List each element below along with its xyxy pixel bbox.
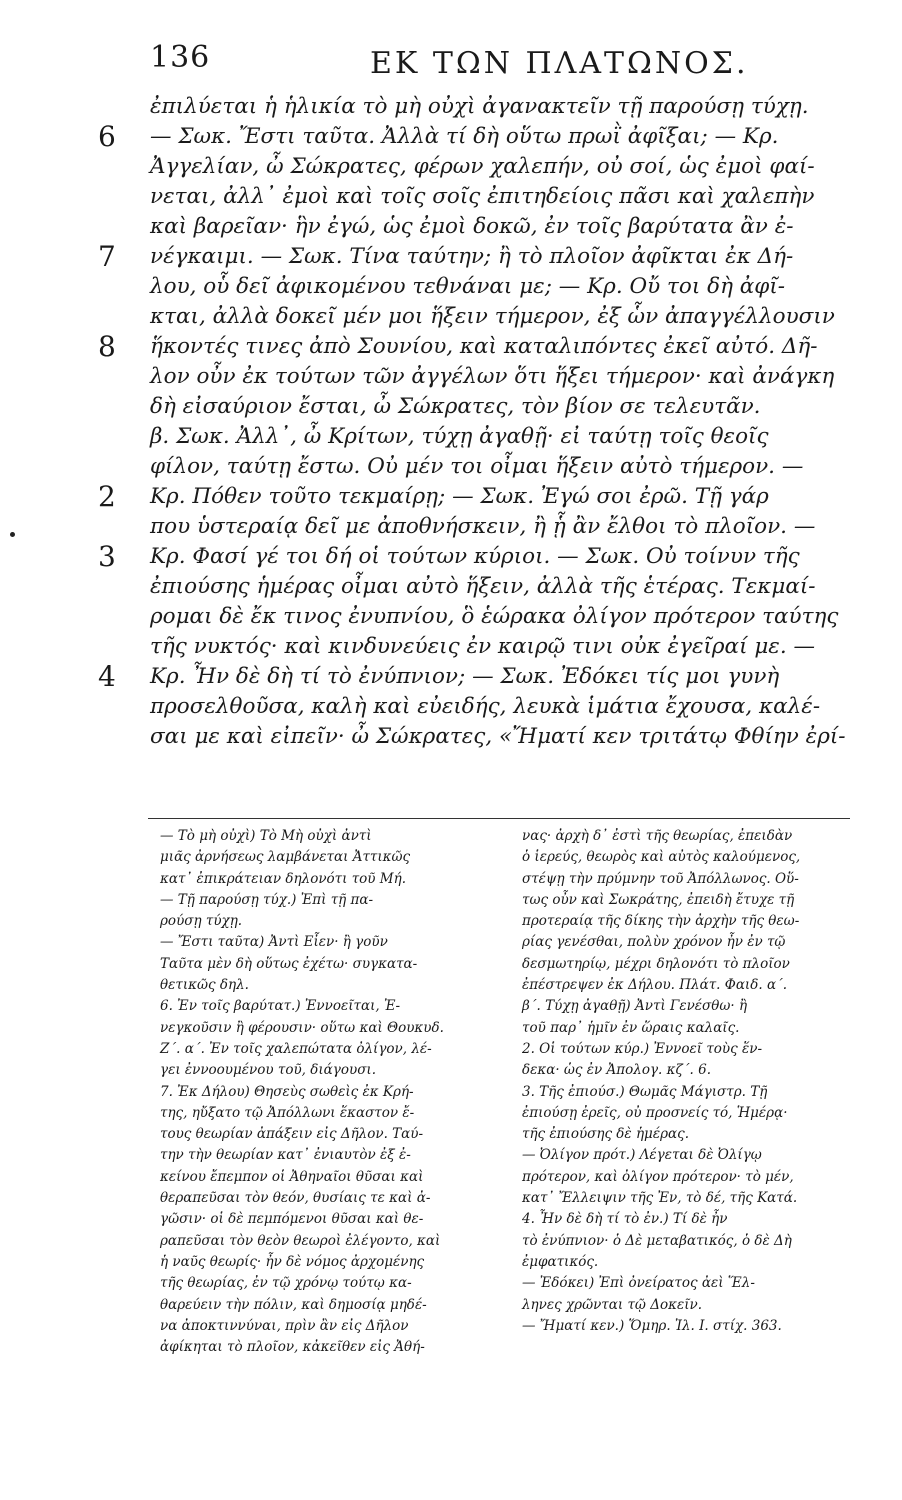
footnote-line: δεσμωτηρίῳ, μέχρι δηλονότι τὸ πλοῖον — [522, 955, 790, 972]
main-text — [98, 92, 850, 752]
section-number: 6 — [98, 120, 116, 153]
footnote-line: θεραπεῦσαι τὸν θεόν, θυσίαις τε καὶ ἀ- — [160, 1190, 431, 1207]
footnote-line: ρίας γενέσθαι, πολὺν χρόνον ἦν ἐν τῷ — [522, 934, 786, 951]
line-text: που ὑστεραίᾳ δεῖ με ἀποθνήσκειν, ἢ ᾗ ἂν ἔλθοι τὸ πλοῖον. — — [150, 514, 816, 539]
footnote-line: κατ᾽ ἐπικράτειαν δηλονότι τοῦ Μή. — [160, 870, 406, 887]
text-line — [150, 512, 850, 542]
text-line — [150, 272, 850, 302]
text-line — [150, 392, 850, 422]
line-text: ἐπιλύεται ἡ ἡλικία τὸ μὴ οὐχὶ ἀγανακτεῖν τῇ παρούσῃ τύχῃ. — [150, 94, 809, 119]
line-text: προσελθοῦσα, καλὴ καὶ εὐειδής, λευκὰ ἱμάτια ἔχουσα, καλέ- — [150, 694, 821, 719]
page-number: 136 — [150, 40, 211, 75]
text-line — [150, 452, 850, 482]
footnotes-right-column — [522, 826, 850, 1337]
footnote-line: — Ἔστι ταῦτα) Ἀντὶ Εἶεν· ἢ γοῦν — [160, 934, 388, 951]
line-text: νεται, ἀλλ᾽ ἐμοὶ καὶ τοῖς σοῖς ἐπιτηδείοις πᾶσι καὶ χαλεπὴν — [150, 184, 815, 209]
footnote-line: ἐπέστρεψεν ἐκ Δήλου. Πλάτ. Φαιδ. α΄. — [522, 977, 788, 994]
footnote-line: κείνου ἔπεμπον οἱ Ἀθηναῖοι θῦσαι καὶ — [160, 1168, 424, 1185]
footnote-line: Ζ΄. α΄. Ἐν τοῖς χαλεπώτατα ὀλίγον, λέ- — [160, 1040, 432, 1057]
section-number: 3 — [98, 540, 116, 573]
text-line — [150, 152, 850, 182]
line-text: τῆς νυκτός· καὶ κινδυνεύεις ἐν καιρῷ τινι οὐκ ἐγεῖραί με. — — [150, 634, 816, 659]
footnote-line: κατ᾽ Ἔλλειψιν τῆς Ἐν, τὸ δέ, τῆς Κατά. — [522, 1190, 798, 1207]
text-line — [98, 660, 850, 693]
text-line — [150, 632, 850, 662]
text-line — [150, 722, 850, 752]
footnote-line: 7. Ἐκ Δήλου) Θησεὺς σωθεὶς ἐκ Κρή- — [160, 1083, 414, 1100]
footnote-line: — Τῇ παρούσῃ τύχ.) Ἐπὶ τῇ πα- — [160, 891, 374, 908]
footnote-line: στέψῃ τὴν πρύμνην τοῦ Ἀπόλλωνος. Οὕ- — [522, 870, 799, 887]
line-text: Κρ. Πόθεν τοῦτο τεκμαίρῃ; — Σωκ. Ἐγώ σοι ἐρῶ. Τῇ γάρ — [150, 484, 769, 509]
text-line — [150, 302, 850, 332]
line-text: νέγκαιμι. — Σωκ. Τίνα ταύτην; ἢ τὸ πλοῖον ἀφῖκται ἐκ Δή- — [150, 244, 794, 269]
line-text: δὴ εἰσαύριον ἔσται, ὦ Σώκρατες, τὸν βίον σε τελευτᾶν. — [150, 394, 761, 419]
text-line — [150, 212, 850, 242]
line-text: ἐπιούσης ἡμέρας οἶμαι αὐτὸ ἥξειν, ἀλλὰ τῆς ἑτέρας. Τεκμαί- — [150, 574, 816, 599]
footnote-line: θαρεύειν τὴν πόλιν, καὶ δημοσίᾳ μηδέ- — [160, 1296, 427, 1313]
footnote-line: ληνες χρῶνται τῷ Δοκεῖν. — [522, 1296, 702, 1313]
section-number: 2 — [98, 480, 116, 513]
footnote-line: — Τὸ μὴ οὐχὶ) Τὸ Μὴ οὐχὶ ἀντὶ — [160, 828, 372, 844]
footnote-line: — Ὀλίγον πρότ.) Λέγεται δὲ Ὀλίγῳ — [522, 1147, 762, 1164]
footnote-line: τοῦ παρ᾽ ἡμῖν ἐν ὥραις καλαῖς. — [522, 1019, 740, 1036]
footnote-line: δεκα· ὡς ἐν Ἀπολογ. κζ΄. 6. — [522, 1062, 711, 1079]
line-text: λον οὖν ἐκ τούτων τῶν ἀγγέλων ὅτι ἥξει τήμερον· καὶ ἀνάγκη — [150, 364, 835, 389]
footnote-line: γῶσιν· οἱ δὲ πεμπόμενοι θῦσαι καὶ θε- — [160, 1211, 424, 1228]
text-line — [98, 540, 850, 573]
footnote-line: 3. Τῆς ἐπιούσ.) Θωμᾶς Μάγιστρ. Τῇ — [522, 1083, 768, 1100]
footnote-line: θετικῶς δηλ. — [160, 977, 249, 994]
footnote-line: της, ηὔξατο τῷ Ἀπόλλωνι ἕκαστον ἔ- — [160, 1104, 415, 1121]
footnote-line: 6. Ἐν τοῖς βαρύτατ.) Ἐννοεῖται, Ἐ- — [160, 998, 401, 1015]
line-text: καὶ βαρεῖαν· ἣν ἐγώ, ὡς ἐμοὶ δοκῶ, ἐν τοῖς βαρύτατα ἂν ἐ- — [150, 214, 794, 239]
text-line — [150, 92, 850, 122]
footnote-line: τὸ ἐνύπνιον· ὁ Δὲ μεταβατικός, ὁ δὲ Δὴ — [522, 1232, 792, 1249]
text-line — [98, 330, 850, 363]
text-line — [150, 572, 850, 602]
line-text: λου, οὗ δεῖ ἀφικομένου τεθνάναι με; — Κρ. Οὔ τοι δὴ ἀφῖ- — [150, 274, 786, 299]
text-line — [150, 182, 850, 212]
line-text: φίλον, ταύτῃ ἔστω. Οὐ μέν τοι οἶμαι ἥξειν αὐτὸ τήμερον. — — [150, 454, 804, 479]
margin-mark — [10, 532, 15, 537]
line-text: Κρ. Φασί γέ τοι δή οἱ τούτων κύριοι. — Σωκ. Οὐ τοίνυν τῆς — [150, 544, 800, 569]
footnote-line: νεγκοῦσιν ἢ φέρουσιν· οὕτω καὶ Θουκυδ. — [160, 1019, 444, 1036]
footnote-line: μιᾶς ἀρνήσεως λαμβάνεται Ἀττικῶς — [160, 849, 411, 866]
footnote-line: τους θεωρίαν ἀπάξειν εἰς Δῆλον. Ταύ- — [160, 1126, 424, 1143]
footnote-line: τῆς θεωρίας, ἐν τῷ χρόνῳ τούτῳ κα- — [160, 1275, 412, 1292]
line-text: κται, ἀλλὰ δοκεῖ μέν μοι ἥξειν τήμερον, ἐξ ὧν ἀπαγγέλλουσιν — [150, 304, 835, 329]
line-text: β. Σωκ. Ἀλλ᾽, ὦ Κρίτων, τύχῃ ἀγαθῇ· εἰ ταύτῃ τοῖς θεοῖς — [150, 424, 769, 449]
footnote-line: τῆς ἐπιούσης δὲ ἡμέρας. — [522, 1126, 689, 1143]
footnote-line: Ταῦτα μὲν δὴ οὕτως ἐχέτω· συγκατα- — [160, 955, 418, 972]
text-line — [150, 602, 850, 632]
section-number: 4 — [98, 660, 116, 693]
line-text: ἥκοντές τινες ἀπὸ Σουνίου, καὶ καταλιπόντες ἐκεῖ αὐτό. Δῆ- — [150, 334, 818, 359]
footnote-line: να ἀποκτιννύναι, πρὶν ἂν εἰς Δῆλον — [160, 1317, 409, 1334]
footnote-line: β΄. Τύχῃ ἀγαθῇ) Ἀντὶ Γενέσθω· ἢ — [522, 998, 748, 1015]
text-line — [150, 692, 850, 722]
line-text: Ἀγγελίαν, ὦ Σώκρατες, φέρων χαλεπήν, οὐ σοί, ὡς ἐμοὶ φαί- — [150, 154, 815, 179]
footnotes-left-column — [160, 826, 495, 1358]
footnote-line: ραπεῦσαι τὸν θεὸν θεωροὶ ἐλέγοντο, καὶ — [160, 1232, 441, 1249]
footnote-line: ἐπιούσῃ ἐρεῖς, οὐ προσνείς τό, Ἡμέρᾳ· — [522, 1104, 788, 1121]
footnote-line: ἐμφατικός. — [522, 1253, 599, 1270]
line-text: Κρ. Ἦν δὲ δὴ τί τὸ ἐνύπνιον; — Σωκ. Ἐδόκει τίς μοι γυνὴ — [150, 664, 780, 689]
footnote-line: — Ἐδόκει) Ἐπὶ ὀνείρατος ἀεὶ Ἕλ- — [522, 1275, 755, 1292]
footnote-line: ρούσῃ τύχῃ. — [160, 913, 243, 930]
text-line — [150, 422, 850, 452]
text-line — [98, 480, 850, 513]
footnote-line: την τὴν θεωρίαν κατ᾽ ἐνιαυτὸν ἐξ ἐ- — [160, 1147, 411, 1164]
text-line — [98, 120, 850, 153]
footnote-line: ἀφίκηται τὸ πλοῖον, κἀκεῖθεν εἰς Ἀθή- — [160, 1339, 425, 1356]
footnote-line: 2. Οἱ τούτων κύρ.) Ἐννοεῖ τοὺς ἕν- — [522, 1040, 763, 1057]
running-title: ΕΚ ΤΩΝ ΠΛΑΤΩΝΟΣ. — [370, 46, 749, 81]
line-text: — Σωκ. Ἔστι ταῦτα. Ἀλλὰ τί δὴ οὕτω πρωῒ ἀφῖξαι; — Κρ. — [150, 124, 779, 149]
section-number: 7 — [98, 240, 116, 273]
line-text: ρομαι δὲ ἔκ τινος ἐνυπνίου, ὃ ἑώρακα ὀλίγον πρότερον ταύτης — [150, 604, 839, 629]
footnote-line: τως οὖν καὶ Σωκράτης, ἐπειδὴ ἔτυχε τῇ — [522, 891, 795, 908]
footnote-line: γει ἐννοουμένου τοῦ, διάγουσι. — [160, 1062, 376, 1079]
page-header — [150, 40, 850, 90]
footnote-line: πρότερον, καὶ ὀλίγον πρότερον· τὸ μέν, — [522, 1168, 794, 1185]
footnote-line: προτεραίᾳ τῆς δίκης τὴν ἀρχὴν τῆς θεω- — [522, 913, 800, 930]
footnote-line: — Ἤματί κεν.) Ὅμηρ. Ἰλ. Ι. στίχ. 363. — [522, 1317, 782, 1334]
text-line — [98, 240, 850, 273]
section-number: 8 — [98, 330, 116, 363]
footnote-line: ὁ ἱερεύς, θεωρὸς καὶ αὐτὸς καλούμενος, — [522, 849, 801, 866]
footnote-line: 4. Ἦν δὲ δὴ τί τὸ ἐν.) Τί δὲ ἦν — [522, 1211, 728, 1228]
text-line — [150, 362, 850, 392]
footnote-line: νας· ἀρχὴ δ᾽ ἐστὶ τῆς θεωρίας, ἐπειδὰν — [522, 828, 793, 844]
footnote-line: ἡ ναῦς θεωρίς· ἦν δὲ νόμος ἀρχομένης — [160, 1253, 425, 1270]
line-text: σαι με καὶ εἰπεῖν· ὦ Σώκρατες, «Ἤματί κεν τριτάτῳ Φθίην ἐρί- — [150, 724, 846, 749]
footnote-rule — [148, 818, 850, 819]
